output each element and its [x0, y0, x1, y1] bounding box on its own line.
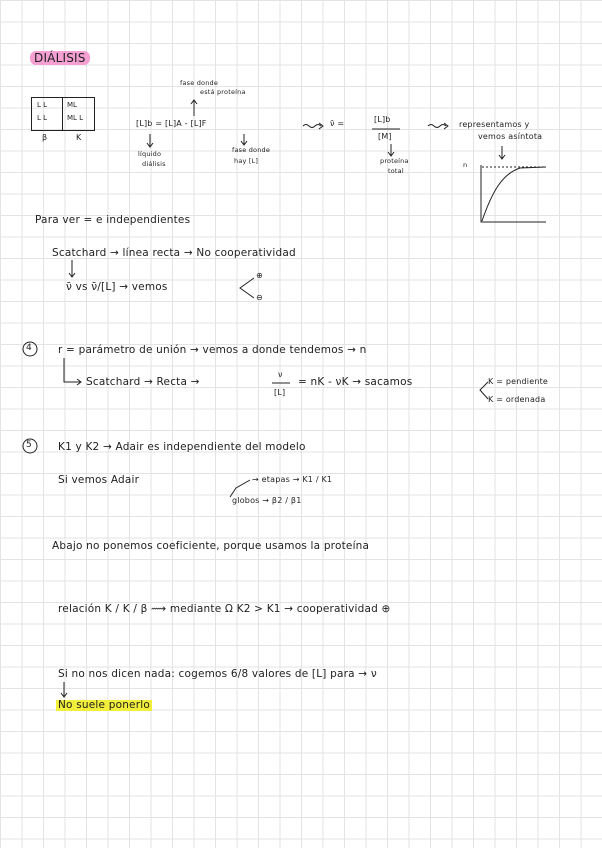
brace-icon: [480, 382, 488, 399]
scatchard-line: Scatchard → línea recta → No cooperatividad: [52, 247, 296, 259]
rep-line-2: vemos asíntota: [478, 132, 543, 141]
item4-sub-1: K = pendiente: [488, 377, 549, 386]
note-left-1: líquido: [138, 150, 162, 158]
arrow-down-icon: [241, 134, 247, 145]
squiggle-arrow-icon: [428, 123, 448, 129]
item4-sub-2: K = ordenada: [488, 395, 546, 404]
plus-sign: ⊕: [256, 271, 263, 280]
final-highlight: No suele ponerlo: [58, 699, 150, 711]
arrow-down-icon: [147, 134, 153, 147]
rep-line-1: representamos y: [459, 120, 530, 129]
item-number-4: 4: [26, 343, 32, 353]
arrow-up-icon: [191, 100, 197, 116]
note-protein-2: total: [388, 167, 404, 175]
table-cell: L L: [37, 114, 48, 122]
arrow-down-icon: [499, 146, 505, 159]
item5-line-2: Si vemos Adair: [58, 474, 140, 486]
brace-icon: [240, 278, 254, 298]
item4-line-2b: = nK - νK → sacamos: [298, 376, 413, 388]
scatchard-sub-line: ν̄ vs ν̄/[L] → vemos: [66, 281, 168, 293]
item4-line-2a: Scatchard → Recta →: [86, 376, 200, 388]
graph-axis-label: n: [463, 161, 468, 169]
item5-branch-1: → etapas → K1 / K1: [252, 475, 333, 484]
item-number-5: 5: [26, 440, 32, 450]
equation-nu-numerator: [L]b: [374, 115, 391, 124]
saturation-curve: [482, 167, 546, 221]
relacion-line: relación K / K / β ⟿ mediante Ω K2 > K1 → cooperatividad ⊕: [58, 603, 391, 615]
equation-concentration: [L]b = [L]A - [L]F: [136, 119, 207, 128]
si-no-line: Si no nos dicen nada: cogemos 6/8 valores de [L] para → ν: [58, 668, 377, 680]
equation-nu-denominator: [M]: [378, 132, 392, 141]
arrow-down-icon: [69, 260, 75, 277]
item5-branch-2: globos → β2 / β1: [232, 496, 302, 505]
para-ver-line: Para ver = e independientes: [35, 214, 191, 226]
minus-sign: ⊖: [256, 293, 263, 302]
note-right-1: fase donde: [232, 146, 271, 154]
table-cell: ML L: [67, 114, 84, 122]
frac-numerator: ν: [278, 370, 283, 379]
item4-line-1: r = parámetro de unión → vemos a donde tendemos → n: [58, 344, 367, 356]
item5-line-1: K1 y K2 → Adair es independiente del modelo: [58, 441, 306, 453]
arrow-down-icon: [388, 144, 394, 156]
graph-axes: [481, 165, 546, 222]
note-top-2: está proteína: [200, 88, 246, 96]
arrow-right-icon: [64, 358, 81, 385]
table-cell: L L: [37, 101, 48, 109]
equation-nu-lhs: ν̄ =: [330, 119, 345, 128]
page-title: DIÁLISIS: [30, 51, 90, 65]
frac-denominator: [L]: [274, 388, 286, 397]
note-protein-1: proteína: [380, 157, 409, 165]
note-left-2: diálisis: [142, 160, 166, 168]
table-label-beta: β: [42, 133, 48, 142]
note-right-2: hay [L]: [234, 157, 259, 165]
note-top-1: fase donde: [180, 79, 219, 87]
arrow-down-icon: [61, 682, 67, 697]
squiggle-arrow-icon: [303, 123, 323, 129]
table-cell: ML: [67, 101, 77, 109]
brace-icon: [230, 480, 250, 497]
abajo-line: Abajo no ponemos coeficiente, porque usamos la proteína: [52, 540, 370, 552]
table-label-k: K: [76, 133, 82, 142]
